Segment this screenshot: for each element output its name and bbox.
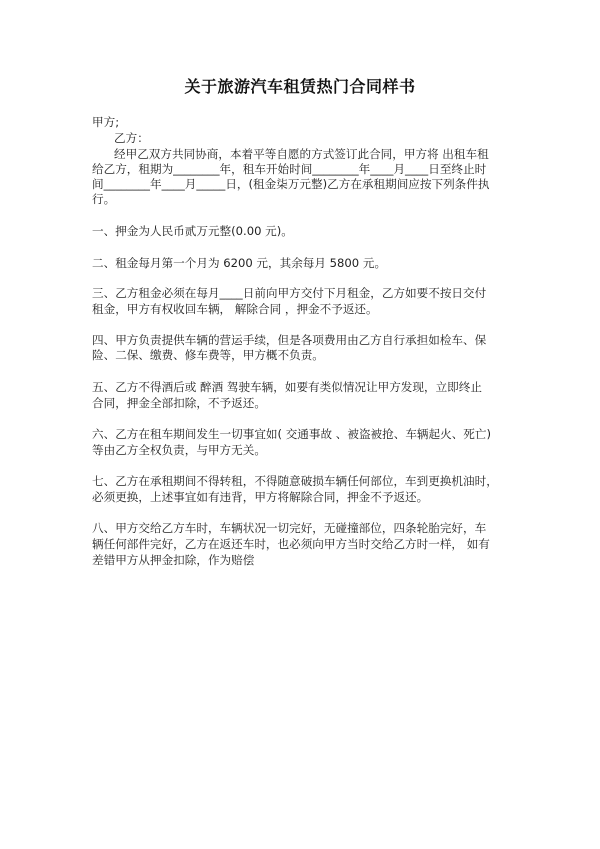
clause-line: 必须更换，上述事宜如有违背，甲方将解除合同，押金不予返还。 (92, 490, 429, 504)
clause-line: 四、甲方负责提供车辆的营运手续，但是各项费用由乙方自行承担如检车、保 (92, 333, 487, 347)
document-title: 关于旅游汽车租赁热门合同样书 (184, 77, 416, 96)
intro-line: 给乙方，租期为________年，租车开始时间________年____月____日至终止时 (92, 162, 487, 176)
clause-line: 七、乙方在承租期间不得转租，不得随意破损车辆任何部位，车到更换机油时， (92, 474, 498, 488)
clause-line: 五、乙方不得酒后或 醉酒 驾驶车辆，如要有类似情况让甲方发现，立即终止 (92, 380, 482, 394)
intro-line: 间________年____月_____日，(租金柒万元整)乙方在承租期间应按下列条件执 (92, 177, 490, 191)
clause-line: 二、租金每月第一个月为 6200 元，其余每月 5800 元。 (92, 256, 387, 270)
clause-line: 差错甲方从押金扣除，作为赔偿 (92, 553, 255, 567)
clause-line: 一、押金为人民币贰万元整(0.00 元)。 (92, 224, 293, 238)
clause-line: 险、二保、缴费、修车费等，甲方概不负责。 (92, 348, 324, 362)
intro-line: 行。 (92, 192, 116, 206)
clause-line: 合同，押金全部扣除，不予返还。 (92, 396, 266, 410)
clause-line: 等由乙方全权负责，与甲方无关。 (92, 443, 266, 457)
intro-line: 经甲乙双方共同协商，本着平等自愿的方式签订此合同，甲方将 出租车租 (114, 147, 489, 161)
clause-line: 租金，甲方有权收回车辆， 解除合同 ，押金不予返还。 (92, 302, 378, 316)
clause-line: 三、乙方租金必须在每月____日前向甲方交付下月租金，乙方如要不按日交付 (92, 286, 487, 300)
party-b-label: 乙方： (114, 131, 149, 145)
party-a-label: 甲方; (92, 115, 120, 129)
clause-line: 八、甲方交给乙方车时，车辆状况一切完好，无碰撞部位，四条轮胎完好，车 (92, 521, 487, 535)
clause-line: 六、乙方在租车期间发生一切事宜如( 交通事故 、被盗被抢、车辆起火、死亡) (92, 427, 492, 441)
clause-line: 辆任何部件完好，乙方在返还车时，也必须向甲方当时交给乙方时一样， 如有 (92, 537, 490, 551)
